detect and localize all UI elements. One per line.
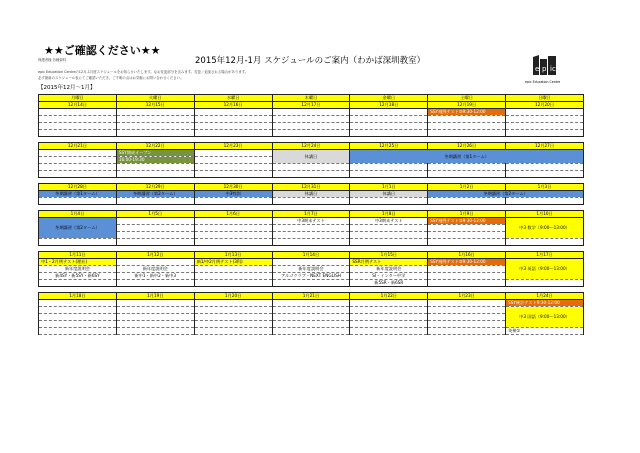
event-cell: 中3特訓 [194,191,272,198]
schedule-title: 2015年12月-1月 スケジュールのご案内（わかば深圳教室） [195,56,426,66]
event-cell: SSY週例テスト③9:30-12:00 [428,109,506,116]
svg-text:ic: ic [550,65,556,73]
event-cell: SSR月例テスト [350,259,428,266]
event-cell: SSY週例テスト③9:30-12:00 [428,218,506,225]
weekday-header-row [39,95,584,102]
event-cell: 新年度説明会 [350,266,428,273]
date-row [39,211,584,218]
date-cell: 1月3日 [506,184,584,191]
date-cell: 1月14日 [272,252,350,259]
date-cell: 12月19日 [428,102,506,109]
date-cell: 1月13日 [194,252,272,259]
note-line-3: 必ず最新のスケジュール表にてご確認いただき、ご不明の点はお気軽にお問い合わせください。 [38,76,184,80]
date-cell: 1月10日 [506,211,584,218]
date-cell: 1月21日 [272,293,350,300]
date-cell: 1月23日 [428,293,506,300]
event-cell: 中3 国語（9:00～13:00） [506,307,584,328]
event-cell: 新4SY・新5SY・新6SY [39,273,117,280]
event-cell: SSY統計テスト9:30-12:00 [506,300,584,307]
date-cell: 12月15日 [116,102,194,109]
date-row [39,293,584,300]
note-line-1: 保護者様 各種資料 [38,58,67,62]
date-row [39,143,584,150]
event-cell: 中3期末テスト [272,218,350,225]
date-cell: 12月14日 [39,102,117,109]
event-cell: 16:00-19:30 [116,157,194,164]
event-cell: 新年度説明会 [272,266,350,273]
event-cell: 休講日 [350,191,428,198]
date-cell: 1月24日 [506,293,584,300]
weekday-mon: 月曜日 [39,95,117,102]
date-cell: 1月6日 [194,211,272,218]
date-cell: 12月27日 [506,143,584,150]
date-cell: 1月20日 [194,293,272,300]
date-cell: 12月30日 [194,184,272,191]
event-cell: 中3期末テスト [350,218,428,225]
date-cell: 1月1日 [350,184,428,191]
date-cell: 12月20日 [506,102,584,109]
date-cell: 12月29日 [116,184,194,191]
date-cell: 12月18日 [350,102,428,109]
event-cell: 冬期講習（第2ターム） [428,191,584,198]
schedule-table [38,94,584,335]
date-cell: 12月24日 [272,143,350,150]
logo-caption: epic Education Centre [525,80,561,84]
page-title: ★★ご確認ください★★ [44,44,161,57]
date-cell: 1月7日 [272,211,350,218]
date-row [39,252,584,259]
event-cell: アルゴクラブ・NEXT ENGLISH [272,273,350,280]
event-cell: SI・インター中学 [350,273,428,280]
weekday-thu: 木曜日 [272,95,350,102]
date-range: 【2015年12月～1月】 [38,85,96,91]
date-cell: 12月22日 [116,143,194,150]
event-cell: 新年度説明会 [116,266,194,273]
event-cell: 休講日 [272,150,350,164]
date-cell: 1月15日 [350,252,428,259]
date-cell: 12月28日 [39,184,117,191]
date-cell: 1月19日 [116,293,194,300]
date-cell: 12月16日 [194,102,272,109]
date-cell: 1月17日 [506,252,584,259]
date-cell: 12月17日 [272,102,350,109]
event-cell: SSY開成オープン [116,150,194,157]
event-cell: 新中1・新中2・新中3 [116,273,194,280]
event-cell: 新5SR・新6SR [350,280,428,287]
weekday-sun: 日曜日 [506,95,584,102]
weekday-tue: 火曜日 [116,95,194,102]
weekday-wed: 水曜日 [194,95,272,102]
event-cell: 新1/中2月例テスト(3科) [194,259,272,266]
date-cell: 1月11日 [39,252,117,259]
date-cell: 12月31日 [272,184,350,191]
date-cell: 1月8日 [350,211,428,218]
date-cell: 12月23日 [194,143,272,150]
event-cell: 中3 数学（9:00～13:00） [506,218,584,239]
date-cell: 12月25日 [350,143,428,150]
weekday-fri: 金曜日 [350,95,428,102]
note-line-2: epic Education Centreの12月-1月度スケジュールをお知らせいたします。なお変更部分を含みます。変更／追加される場合があります。 [38,70,249,74]
event-cell: 新年度説明会 [39,266,117,273]
date-cell: 1月16日 [428,252,506,259]
date-cell: 1月9日 [428,211,506,218]
date-cell: 1月22日 [350,293,428,300]
event-cell: 中1・2月例テスト(理社) [39,259,117,266]
epic-logo [530,53,560,79]
date-row [39,184,584,191]
date-cell: 12月21日 [39,143,117,150]
event-cell: 冬期講習（第1ターム） [350,150,584,164]
date-cell: 12月26日 [428,143,506,150]
date-cell: 1月4日 [39,211,117,218]
svg-text:e: e [535,65,540,73]
event-cell: 英検① [506,328,584,335]
event-cell: 休講日 [272,191,350,198]
svg-text:p: p [542,65,547,73]
event-cell: 中3 英語（9:00～13:00） [506,259,584,280]
event-cell: SSY週例テスト③9:30-12:00 [428,259,506,266]
date-row [39,102,584,109]
event-cell: 冬期講習（第2ターム） [39,218,117,239]
date-cell: 1月18日 [39,293,117,300]
event-cell: 冬期講習（第1ターム） [39,191,117,198]
date-cell: 1月5日 [116,211,194,218]
date-cell: 1月12日 [116,252,194,259]
event-cell: 冬期講習（第2ターム） [116,191,194,198]
weekday-sat: 土曜日 [428,95,506,102]
date-cell: 1月2日 [428,184,506,191]
